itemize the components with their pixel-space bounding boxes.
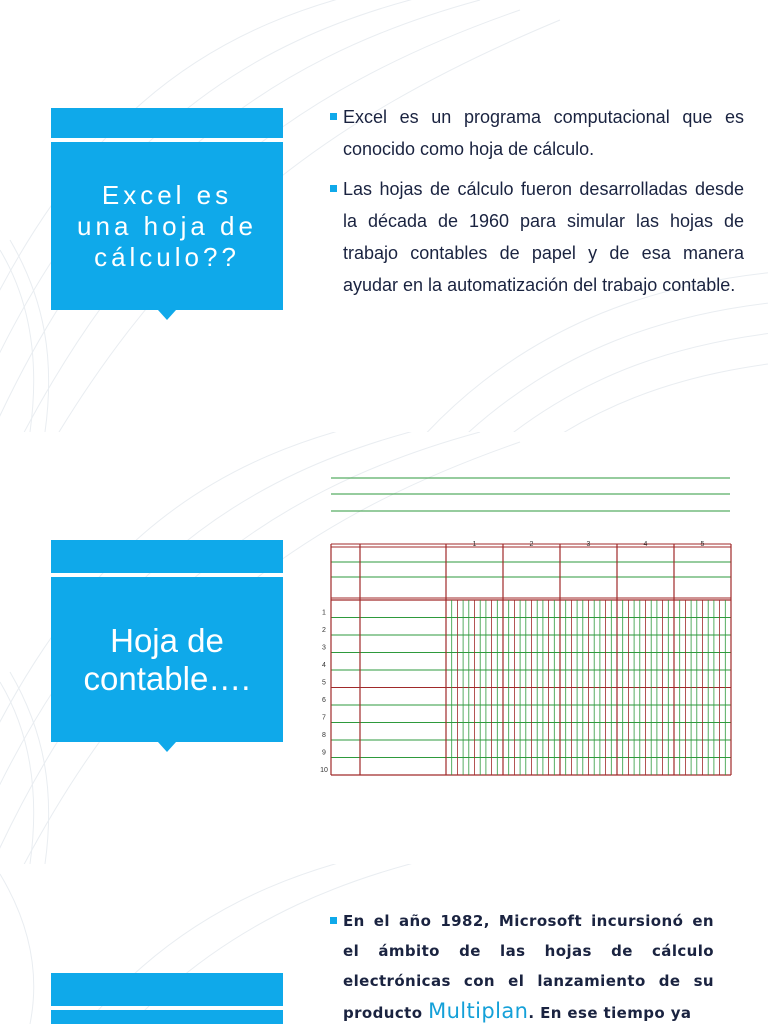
ledger-row-number: 6	[322, 697, 326, 704]
slide-2-title: Hoja de contable….	[83, 621, 251, 697]
slide-1	[0, 0, 768, 432]
slide-3	[0, 864, 768, 1024]
ledger-column-number: 2	[529, 541, 534, 548]
slide-1-bullet-1: Excel es un programa computacional que es conocido como hoja de cálculo.	[330, 101, 744, 165]
ledger-column-number: 4	[643, 541, 648, 548]
ledger-row-number: 4	[322, 662, 326, 669]
ledger-column-number: 3	[586, 541, 591, 548]
slide-1-title: Excel es una hoja de cálculo??	[77, 179, 257, 272]
ledger-row-number: 7	[322, 714, 326, 722]
slide-1-bullets	[330, 101, 744, 301]
accent-bar	[51, 108, 283, 138]
bullet-marker	[330, 185, 337, 192]
ledger-row-number: 8	[322, 732, 326, 739]
slide-3-title-box	[51, 1010, 283, 1024]
ledger-row-number: 1	[322, 609, 326, 617]
slide-1-title-box	[51, 142, 283, 310]
slide-3-bullets	[330, 906, 714, 1024]
ledger-sheet	[0, 432, 768, 864]
ledger-grid	[320, 541, 731, 775]
slide-2	[0, 432, 768, 864]
ledger-row-number: 2	[322, 627, 326, 634]
ledger-column-number: 5	[700, 541, 705, 548]
slide-1-bullet-2: Las hojas de cálculo fueron desarrolladas desde la década de 1960 para simular las hojas de trabajo contables de papel y de esa manera ayudar en la automatización del trabajo contable.	[330, 173, 744, 301]
accent-bar	[51, 973, 283, 1006]
ledger-row-number: 9	[322, 749, 326, 757]
ledger-row-number: 5	[322, 679, 326, 687]
slide-3-bullet-1: En el año 1982, Microsoft incursionó en el ámbito de las hojas de cálculo electrónicas con el lanzamiento de su producto Multiplan. En ese tiempo ya	[330, 906, 714, 1024]
ledger-row-number: 3	[322, 644, 326, 652]
ledger-row-number: 10	[320, 767, 328, 774]
bullet-marker	[330, 917, 337, 924]
ledger-header-lines	[331, 478, 730, 511]
title-notch	[158, 310, 176, 320]
multiplan-highlight: Multiplan	[428, 999, 529, 1023]
bullet-marker	[330, 113, 337, 120]
ledger-column-number: 1	[472, 541, 477, 548]
